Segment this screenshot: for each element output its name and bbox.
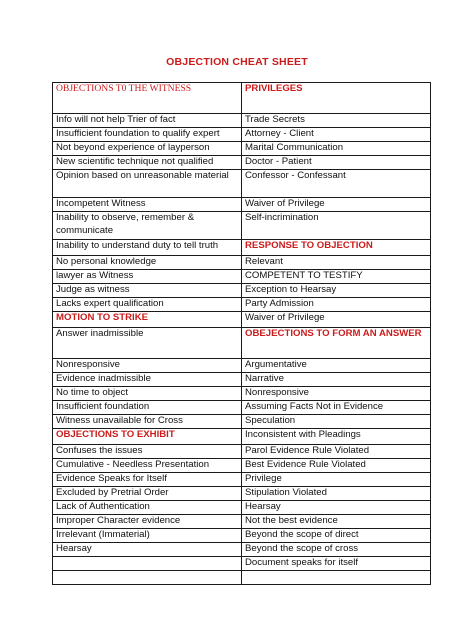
table-cell: Confessor - Confessant [242,170,431,198]
table-row [53,401,431,415]
table-row [53,240,431,256]
table-row [53,212,431,240]
page-title: OBJECTION CHEAT SHEET [166,56,308,68]
table-cell: Narrative [242,373,431,387]
table-cell: Hearsay [53,543,242,557]
table-cell: Document speaks for itself [242,557,431,571]
table-cell: Judge as witness [53,284,242,298]
table-row [53,270,431,284]
table-cell: Argumentative [242,359,431,373]
section-heading-cell: OBJECTIONS TO EXHIBIT [53,429,242,445]
table-row [53,170,431,198]
table-cell: Trade Secrets [242,114,431,128]
table-cell: Incompetent Witness [53,198,242,212]
table-cell: Nonresponsive [242,387,431,401]
table-cell: lawyer as Witness [53,270,242,284]
table-cell: Hearsay [242,501,431,515]
table-row [53,445,431,459]
table-row [53,83,431,114]
table-cell: Assuming Facts Not in Evidence [242,401,431,415]
table-row [53,459,431,473]
table-cell: Inability to understand duty to tell truth [53,240,242,256]
table-cell: Witness unavailable for Cross [53,415,242,429]
table-row [53,328,431,359]
table-cell: Improper Character evidence [53,515,242,529]
table-row [53,284,431,298]
section-heading-cell: OBJECTIONS T0 THE WITNESS [53,83,242,114]
table-cell: New scientific technique not qualified [53,156,242,170]
table-cell: Not the best evidence [242,515,431,529]
table-cell: Lacks expert qualification [53,298,242,312]
table-cell: Party Admission [242,298,431,312]
table-cell: Confuses the issues [53,445,242,459]
table-row [53,128,431,142]
table-cell: Cumulative - Needless Presentation [53,459,242,473]
table-cell: Irrelevant (Immaterial) [53,529,242,543]
table-cell: No personal knowledge [53,256,242,270]
table-cell: Insufficient foundation to qualify expert [53,128,242,142]
table-row [53,142,431,156]
table-row [53,198,431,212]
table-row [53,571,431,585]
objection-table [52,82,431,585]
table-cell: Inability to observe, remember & communicate [53,212,242,240]
table-cell: Exception to Hearsay [242,284,431,298]
table-row [53,473,431,487]
table-cell: Parol Evidence Rule Violated [242,445,431,459]
table-row [53,415,431,429]
table-row [53,557,431,571]
table-row [53,429,431,445]
table-cell: Opinion based on unreasonable material [53,170,242,198]
table-row [53,515,431,529]
table-cell: Doctor - Patient [242,156,431,170]
table-cell: Best Evidence Rule Violated [242,459,431,473]
table-cell [242,571,431,585]
table-cell: Waiver of Privilege [242,312,431,328]
table-row [53,114,431,128]
table-cell: Speculation [242,415,431,429]
table-cell: Answer inadmissible [53,328,242,359]
table-cell: No time to object [53,387,242,401]
table-cell: Lack of Authentication [53,501,242,515]
table-row [53,373,431,387]
table-cell: Marital Communication [242,142,431,156]
table-cell: Waiver of Privilege [242,198,431,212]
table-cell [53,571,242,585]
table-row [53,359,431,373]
table-cell: Evidence inadmissible [53,373,242,387]
table-row [53,156,431,170]
table-cell [53,557,242,571]
table-cell: Not beyond experience of layperson [53,142,242,156]
objection-table-body [53,83,431,585]
table-cell: Excluded by Pretrial Order [53,487,242,501]
section-heading-cell: OBEJECTIONS TO FORM AN ANSWER [242,328,431,359]
table-row [53,256,431,270]
table-cell: Beyond the scope of direct [242,529,431,543]
table-cell: Nonresponsive [53,359,242,373]
table-cell: Stipulation Violated [242,487,431,501]
section-heading-cell: PRIVILEGES [242,83,431,114]
table-cell: Insufficient foundation [53,401,242,415]
table-cell: Attorney - Client [242,128,431,142]
table-cell: Evidence Speaks for Itself [53,473,242,487]
table-cell: Privilege [242,473,431,487]
section-heading-cell: MOTION TO STRIKE [53,312,242,328]
table-cell: Info will not help Trier of fact [53,114,242,128]
table-cell: Relevant [242,256,431,270]
table-row [53,312,431,328]
table-row [53,298,431,312]
section-heading-cell: RESPONSE TO OBJECTION [242,240,431,256]
table-row [53,487,431,501]
table-cell: Inconsistent with Pleadings [242,429,431,445]
table-cell: COMPETENT TO TESTIFY [242,270,431,284]
table-row [53,543,431,557]
table-row [53,501,431,515]
table-row [53,529,431,543]
table-cell: Self-incrimination [242,212,431,240]
table-row [53,387,431,401]
table-cell: Beyond the scope of cross [242,543,431,557]
